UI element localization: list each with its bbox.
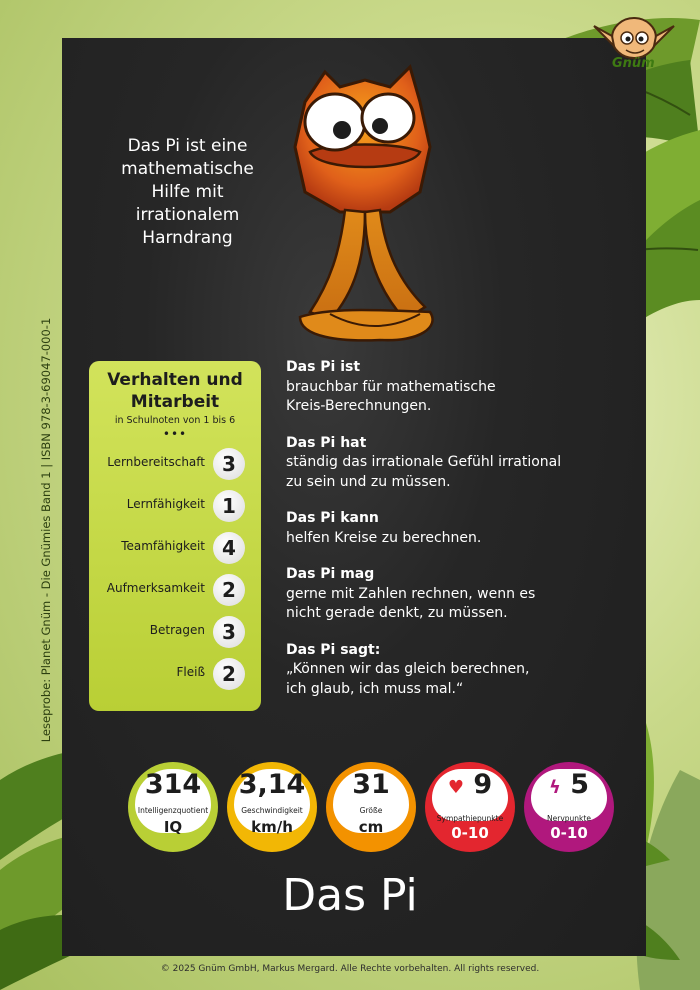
stat-value <box>524 769 614 800</box>
fact-heading: Das Pi mag <box>286 566 375 582</box>
fact-text: helfen Kreise zu berechnen. <box>286 529 482 546</box>
grade-row <box>89 614 261 648</box>
grade-value: 4 <box>213 532 245 564</box>
grade-label: Teamfähigkeit <box>121 539 205 553</box>
grade-row <box>89 488 261 522</box>
heart-icon: ♥ <box>447 777 464 798</box>
stat-value: 31 <box>352 769 390 800</box>
fact-item <box>286 358 616 417</box>
fact-item <box>286 509 616 548</box>
grade-value: 2 <box>213 658 245 690</box>
grade-label: Aufmerksamkeit <box>106 581 205 595</box>
facts-list <box>286 358 616 716</box>
tagline: Das Pi ist eine mathematische Hilfe mit irrationalem Harndrang <box>121 136 254 248</box>
stat-badge-nerve <box>524 762 614 852</box>
grade-row <box>89 656 261 690</box>
grade-value: 3 <box>213 616 245 648</box>
copyright: © 2025 Gnüm GmbH, Markus Mergard. Alle Rechte vorbehalten. All rights reserved. <box>160 964 540 974</box>
stat-label: Intelligenzquotient <box>137 806 209 815</box>
fact-text: ständig das irrationale Gefühl irrational zu sein und zu müssen. <box>286 454 562 490</box>
stat-label: Geschwindigkeit <box>241 806 303 815</box>
stat-unit: km/h <box>251 818 293 836</box>
stat-value-number: 5 <box>570 769 590 800</box>
stat-value: 314 <box>144 769 202 800</box>
fact-item <box>286 565 616 624</box>
fact-item <box>286 434 616 493</box>
stat-unit: IQ <box>163 818 183 836</box>
fact-heading: Das Pi hat <box>286 434 367 451</box>
stat-value: 3,14 <box>238 769 306 800</box>
fact-text: „Können wir das gleich berechnen, ich glaub, ich muss mal.“ <box>286 661 530 697</box>
fact-text: gerne mit Zahlen rechnen, wenn es nicht gerade denkt, zu müssen. <box>286 585 536 621</box>
behavior-panel <box>89 361 261 711</box>
lightning-icon: ϟ <box>548 777 561 798</box>
stat-badge-sympathy <box>425 762 515 852</box>
grade-label: Betragen <box>149 623 205 637</box>
grade-value: 2 <box>213 574 245 606</box>
character-name: Das Pi <box>282 870 418 921</box>
side-text: Leseprobe: Planet Gnüm - Die Gnümies Band 1 | ISBN 978-3-69047-000-1 <box>39 317 53 743</box>
fact-heading: Das Pi kann <box>286 510 379 526</box>
fact-heading: Das Pi sagt: <box>286 641 381 658</box>
fact-heading: Das Pi ist <box>286 359 361 375</box>
stat-label: Größe <box>359 806 383 815</box>
panel-dots: ••• <box>162 427 188 441</box>
stat-badge-iq <box>128 762 218 852</box>
stat-badge-size <box>326 762 416 852</box>
stat-unit: 0-10 <box>550 824 588 842</box>
grade-row <box>89 572 261 606</box>
grade-row <box>89 446 261 480</box>
stat-unit: 0-10 <box>451 824 489 842</box>
panel-title: Verhalten und Mitarbeit <box>107 370 243 412</box>
grade-label: Lernbereitschaft <box>107 455 205 469</box>
grade-row <box>89 530 261 564</box>
grade-value: 1 <box>213 490 245 522</box>
stat-unit: cm <box>358 818 384 836</box>
grade-label: Fleiß <box>176 665 205 679</box>
fact-item <box>286 641 616 700</box>
logo-text: Gnüm <box>612 56 655 71</box>
grade-label: Lernfähigkeit <box>126 497 205 511</box>
grade-value: 3 <box>213 448 245 480</box>
stat-label: Sympathiepunkte <box>436 814 504 823</box>
stat-badge-speed <box>227 762 317 852</box>
pi-creature-illustration <box>270 52 460 352</box>
panel-subtitle: in Schulnoten von 1 bis 6 <box>114 415 236 426</box>
stat-value <box>425 769 515 800</box>
fact-text: brauchbar für mathematische Kreis-Berechnungen. <box>286 378 496 414</box>
stat-value-number: 9 <box>473 769 493 800</box>
stat-label: Nervpunkte <box>547 814 591 823</box>
